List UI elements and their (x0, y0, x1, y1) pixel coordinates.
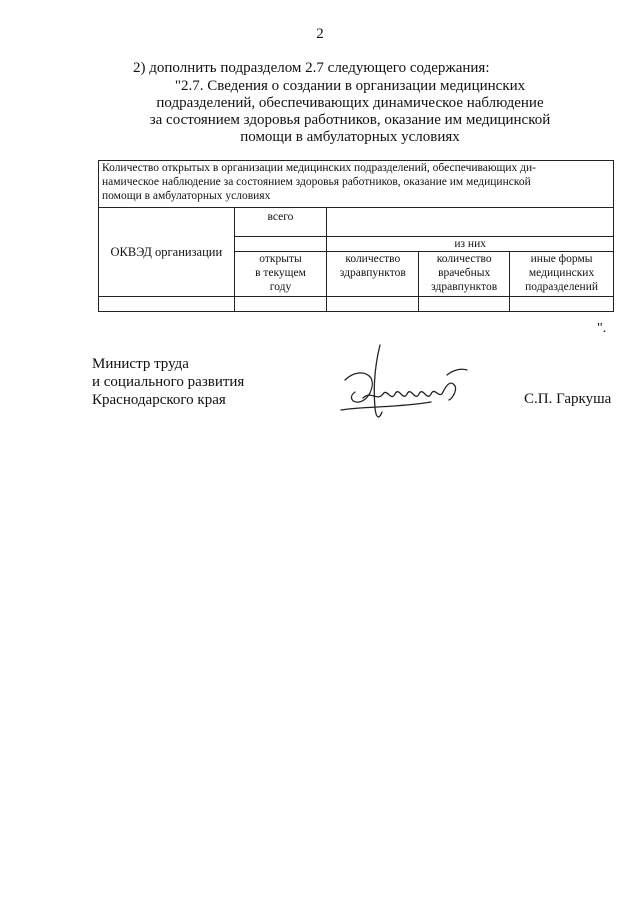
table-caption (99, 161, 614, 208)
amendment-intro: 2) дополнить подразделом 2.7 следующего содержания: (133, 60, 490, 76)
caption-line: помощи в амбулаторных условиях (102, 190, 271, 202)
column-header-opened (234, 252, 327, 297)
closing-quote: ". (597, 321, 607, 336)
heading-line: за состоянием здоровья работников, оказание им медицинской (149, 112, 551, 128)
of-them-header: из них (327, 237, 614, 252)
header-line: здравпунктов (431, 281, 498, 293)
page-number: 2 (316, 26, 324, 42)
header-line: иные формы (530, 253, 593, 265)
header-line: в текущем (255, 267, 306, 279)
data-cell (419, 297, 510, 312)
signatory-line: и социального развития (92, 374, 245, 390)
okved-header: ОКВЭД организации (99, 208, 235, 297)
column-header-other-forms (510, 252, 614, 297)
heading-line: подразделений, обеспечивающих динамическое наблюдение (156, 95, 544, 111)
data-cell (99, 297, 235, 312)
signatory-title (92, 355, 244, 409)
handwritten-signature (335, 340, 475, 425)
total-empty-cell (327, 208, 614, 237)
header-line: медицинских (528, 267, 595, 279)
section-heading (120, 78, 580, 146)
signatory-name: С.П. Гаркуша (524, 391, 612, 407)
heading-line: "2.7. Сведения о создании в организации медицинских (174, 78, 526, 94)
total-header: всего (234, 208, 327, 237)
report-form-table (98, 160, 614, 312)
header-line: здравпунктов (339, 267, 406, 279)
caption-line: Количество открытых в организации медицинских подразделений, обеспечивающих ди- (102, 162, 536, 174)
column-header-health-posts (327, 252, 419, 297)
header-line: подразделений (525, 281, 598, 293)
header-line: году (269, 281, 292, 293)
of-them-blank (234, 237, 327, 252)
header-line: количество (345, 253, 401, 265)
signatory-line: Краснодарского края (92, 392, 226, 408)
data-cell (510, 297, 614, 312)
caption-line: намическое наблюдение за состоянием здоровья работников, оказание им медицинской (102, 176, 531, 188)
heading-line: помощи в амбулаторных условиях (240, 129, 460, 145)
column-header-doctor-posts (419, 252, 510, 297)
data-cell (234, 297, 327, 312)
header-line: врачебных (438, 267, 491, 279)
header-line: открыты (259, 253, 302, 265)
header-line: количество (436, 253, 492, 265)
signatory-line: Министр труда (92, 356, 189, 372)
data-cell (327, 297, 419, 312)
